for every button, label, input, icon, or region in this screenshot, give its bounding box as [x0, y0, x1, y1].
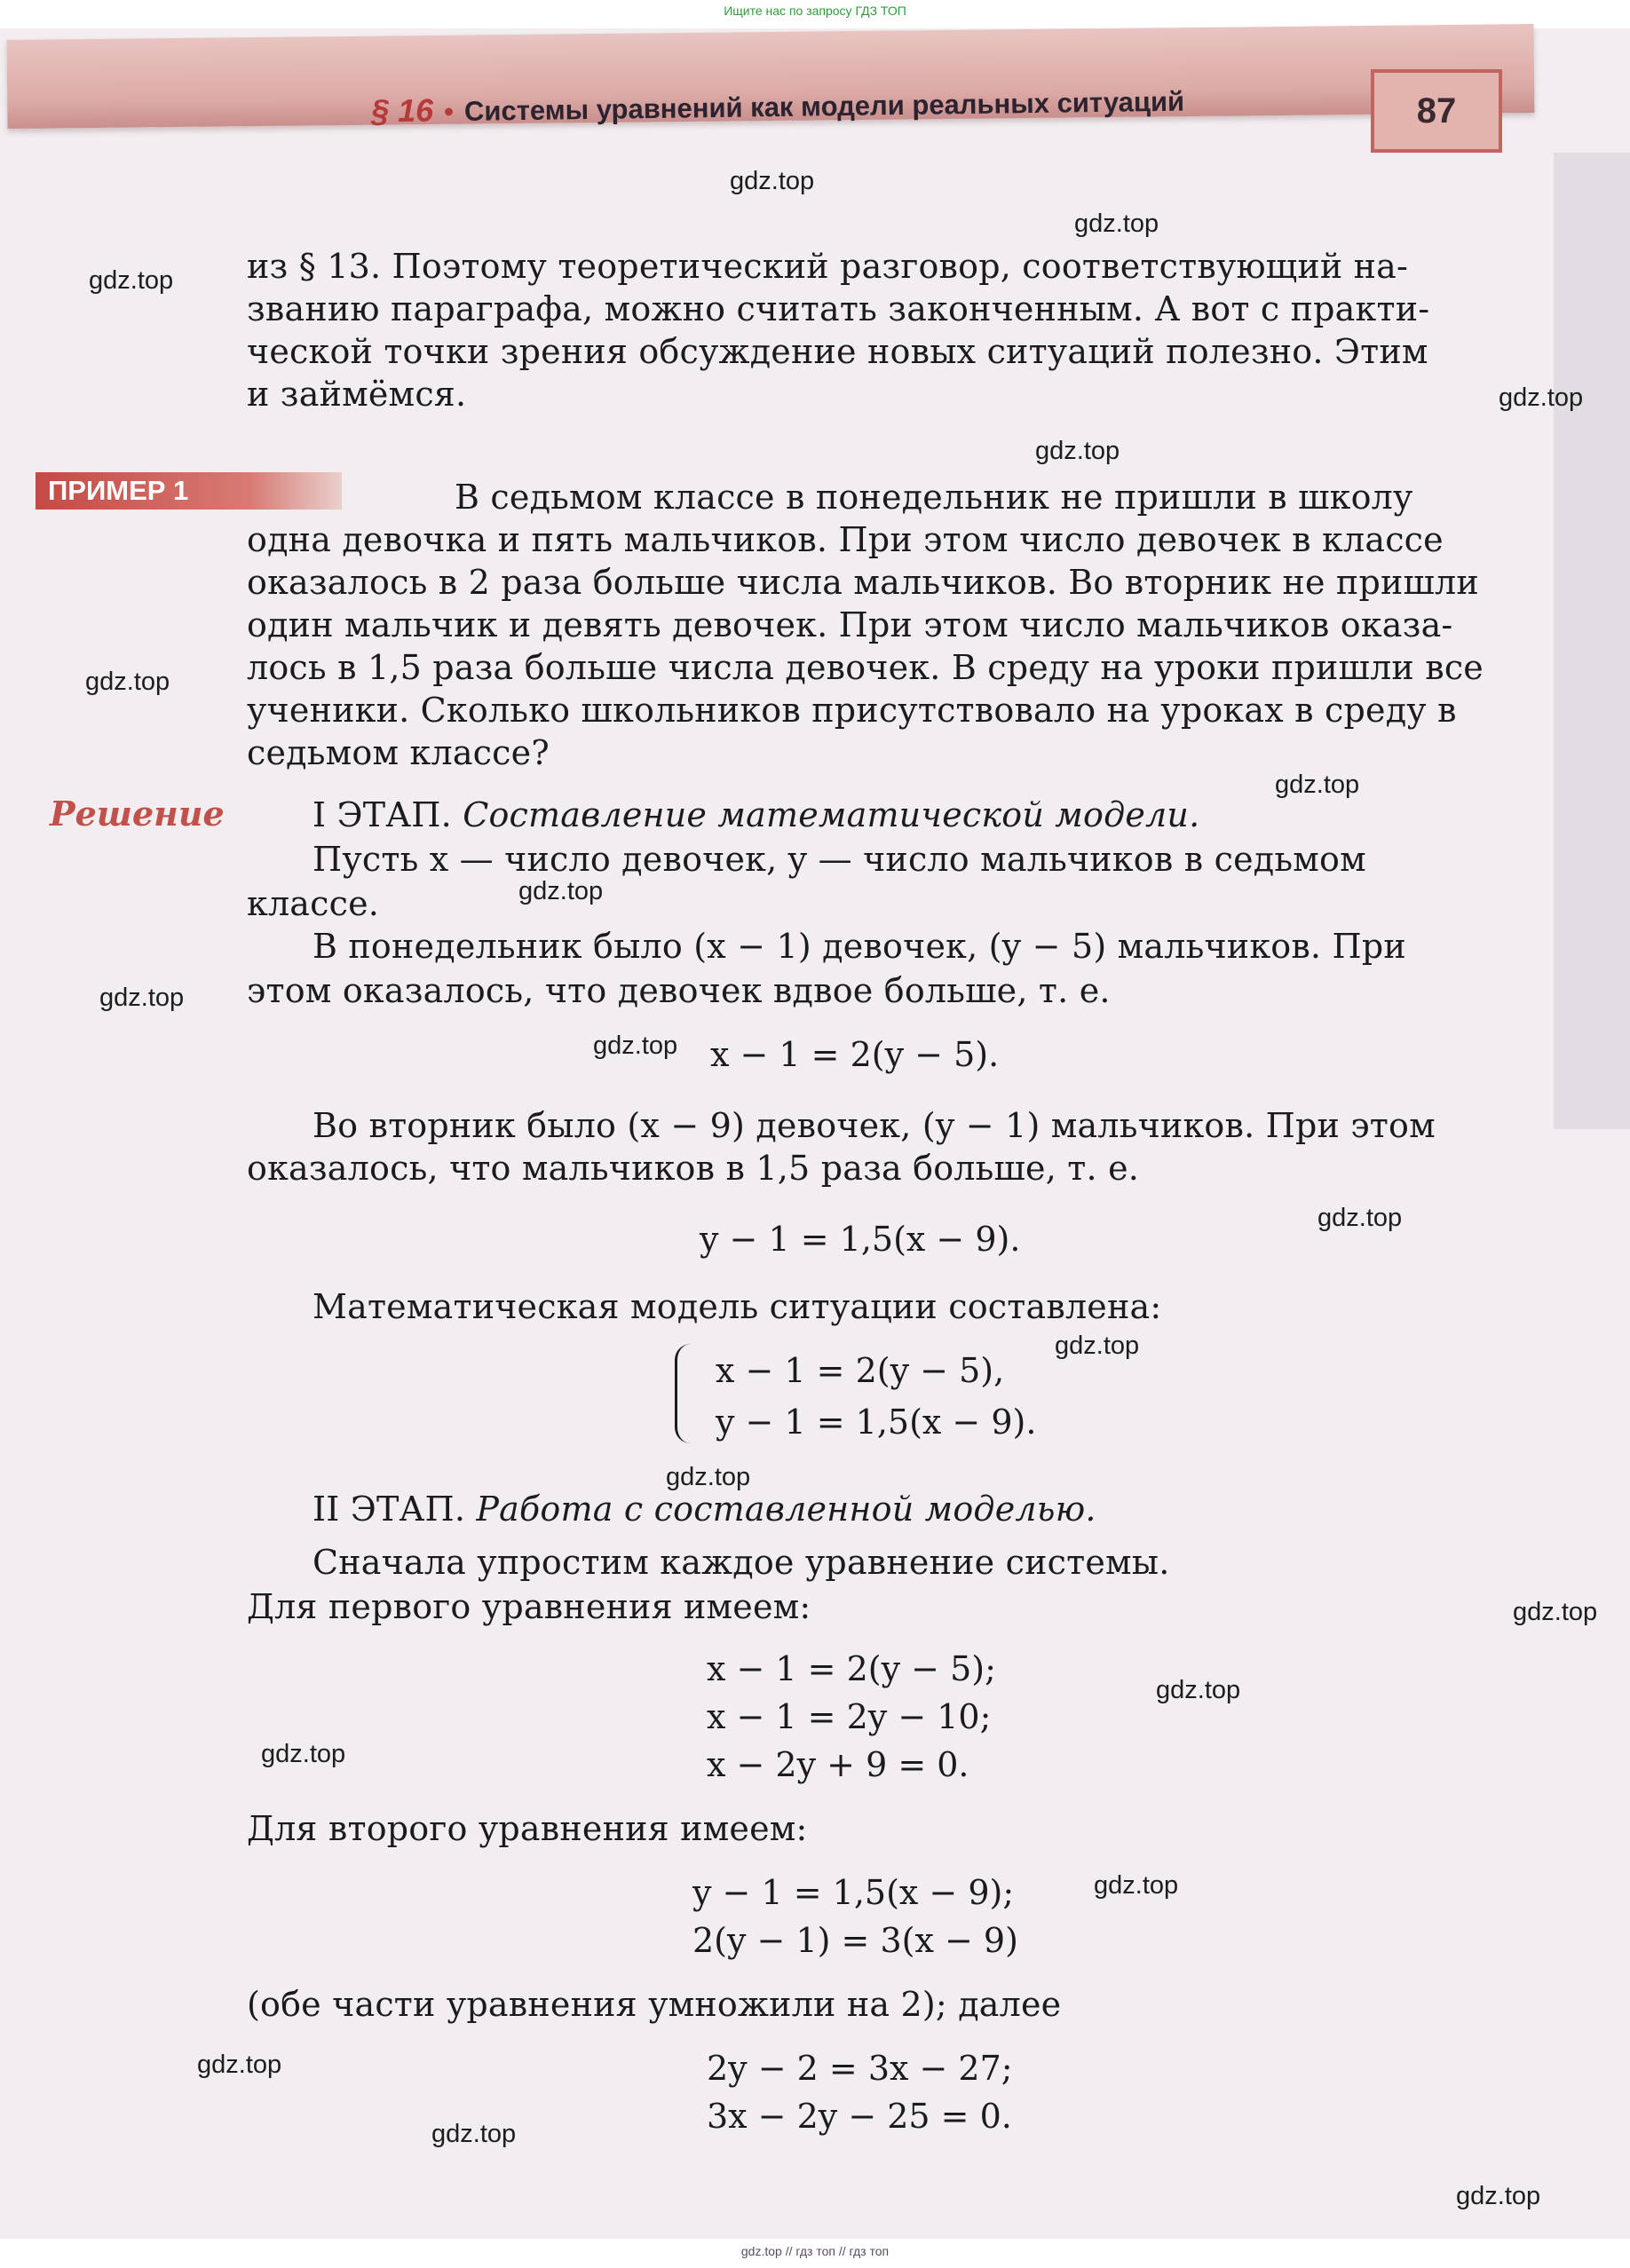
- stage-title: Работа с составленной моделью.: [476, 1490, 1096, 1529]
- solution-line: Для первого уравнения имеем:: [247, 1587, 811, 1626]
- watermark: gdz.top: [666, 1463, 751, 1491]
- equation: x − 1 = 2(y − 5);: [707, 1649, 996, 1688]
- watermark: gdz.top: [1499, 383, 1584, 412]
- solution-line: классе.: [247, 884, 380, 923]
- stage-title: Составление математической модели.: [463, 795, 1200, 834]
- watermark: gdz.top: [261, 1740, 346, 1768]
- bottom-note: gdz.top // гдз топ // гдз топ: [740, 2244, 890, 2258]
- watermark: gdz.top: [518, 877, 604, 905]
- watermark: gdz.top: [85, 668, 170, 696]
- example-line: ученики. Сколько школьников присутствовало на уроках в среду в: [247, 691, 1457, 730]
- stage-prefix: I ЭТАП.: [313, 795, 452, 834]
- solution-line: Сначала упростим каждое уравнение системы.: [313, 1543, 1170, 1582]
- solution-line: Во вторник было (x − 9) девочек, (y − 1) мальчиков. При этом: [313, 1106, 1436, 1145]
- watermark: gdz.top: [1513, 1598, 1598, 1626]
- solution-line: Математическая модель ситуации составлена:: [313, 1287, 1162, 1326]
- example-line: седьмом классе?: [247, 733, 550, 772]
- solution-line: В понедельник было (x − 1) девочек, (y − 5) мальчиков. При: [313, 927, 1406, 966]
- watermark: gdz.top: [89, 266, 174, 295]
- example-label: ПРИМЕР 1: [36, 472, 342, 510]
- system-equation: y − 1 = 1,5(x − 9).: [716, 1403, 1037, 1442]
- top-note: Ищите нас по запросу ГДЗ ТОП: [724, 4, 906, 18]
- stage-heading: [313, 1488, 1096, 1530]
- solution-line: оказалось, что мальчиков в 1,5 раза больше, т. е.: [247, 1149, 1140, 1188]
- example-line: одна девочка и пять мальчиков. При этом число девочек в классе: [247, 520, 1444, 559]
- system-equation: x − 1 = 2(y − 5),: [716, 1351, 1005, 1390]
- equation: y − 1 = 1,5(x − 9);: [692, 1873, 1015, 1912]
- page-edge-shadow: [1554, 153, 1630, 1129]
- stage-heading: [313, 794, 1199, 836]
- example-line: один мальчик и девять девочек. При этом число мальчиков оказа-: [247, 605, 1453, 644]
- equation: 2y − 2 = 3x − 27;: [707, 2049, 1013, 2088]
- watermark: gdz.top: [1156, 1676, 1241, 1704]
- stage-prefix: II ЭТАП.: [313, 1490, 466, 1529]
- watermark: gdz.top: [99, 984, 185, 1012]
- watermark: gdz.top: [197, 2051, 282, 2079]
- header-title: Системы уравнений как модели реальных ситуаций: [463, 85, 1185, 127]
- system-brace: [675, 1344, 697, 1443]
- example-line: лось в 1,5 раза больше числа девочек. В среду на уроки пришли все: [247, 648, 1484, 687]
- watermark: gdz.top: [1094, 1871, 1179, 1900]
- example-line: оказалось в 2 раза больше числа мальчиков. Во вторник не пришли: [247, 563, 1479, 602]
- solution-line: Пусть x — число девочек, y — число мальчиков в седьмом: [313, 840, 1366, 879]
- equation: x − 1 = 2y − 10;: [707, 1697, 992, 1736]
- watermark: gdz.top: [1317, 1204, 1403, 1232]
- intro-line: званию параграфа, можно считать законченным. А вот с практи-: [247, 289, 1430, 328]
- watermark: gdz.top: [431, 2120, 517, 2148]
- watermark: gdz.top: [593, 1031, 678, 1060]
- equation: y − 1 = 1,5(x − 9).: [700, 1220, 1021, 1259]
- watermark: gdz.top: [1055, 1332, 1140, 1360]
- watermark: gdz.top: [730, 167, 815, 195]
- equation: x − 2y + 9 = 0.: [707, 1745, 969, 1784]
- solution-line: Для второго уравнения имеем:: [247, 1809, 808, 1848]
- watermark: gdz.top: [1275, 770, 1360, 799]
- intro-line: и займёмся.: [247, 375, 467, 414]
- watermark: gdz.top: [1456, 2182, 1541, 2210]
- section-number: § 16: [370, 91, 434, 130]
- solution-label: Решение: [50, 794, 225, 834]
- header-bullet: •: [443, 96, 455, 128]
- watermark: gdz.top: [1035, 437, 1120, 465]
- equation: 2(y − 1) = 3(x − 9): [692, 1921, 1018, 1960]
- equation: 3x − 2y − 25 = 0.: [707, 2097, 1012, 2136]
- page-number: 87: [1371, 69, 1502, 153]
- intro-line: из § 13. Поэтому теоретический разговор, соответствующий на-: [247, 247, 1409, 286]
- solution-line: (обе части уравнения умножили на 2); далее: [247, 1985, 1062, 2024]
- watermark: gdz.top: [1074, 209, 1159, 238]
- solution-line: этом оказалось, что девочек вдвое больше, т. е.: [247, 971, 1111, 1010]
- example-line: В седьмом классе в понедельник не пришли в школу: [455, 478, 1413, 517]
- intro-line: ческой точки зрения обсуждение новых ситуаций полезно. Этим: [247, 332, 1428, 371]
- equation: x − 1 = 2(y − 5).: [710, 1035, 1000, 1074]
